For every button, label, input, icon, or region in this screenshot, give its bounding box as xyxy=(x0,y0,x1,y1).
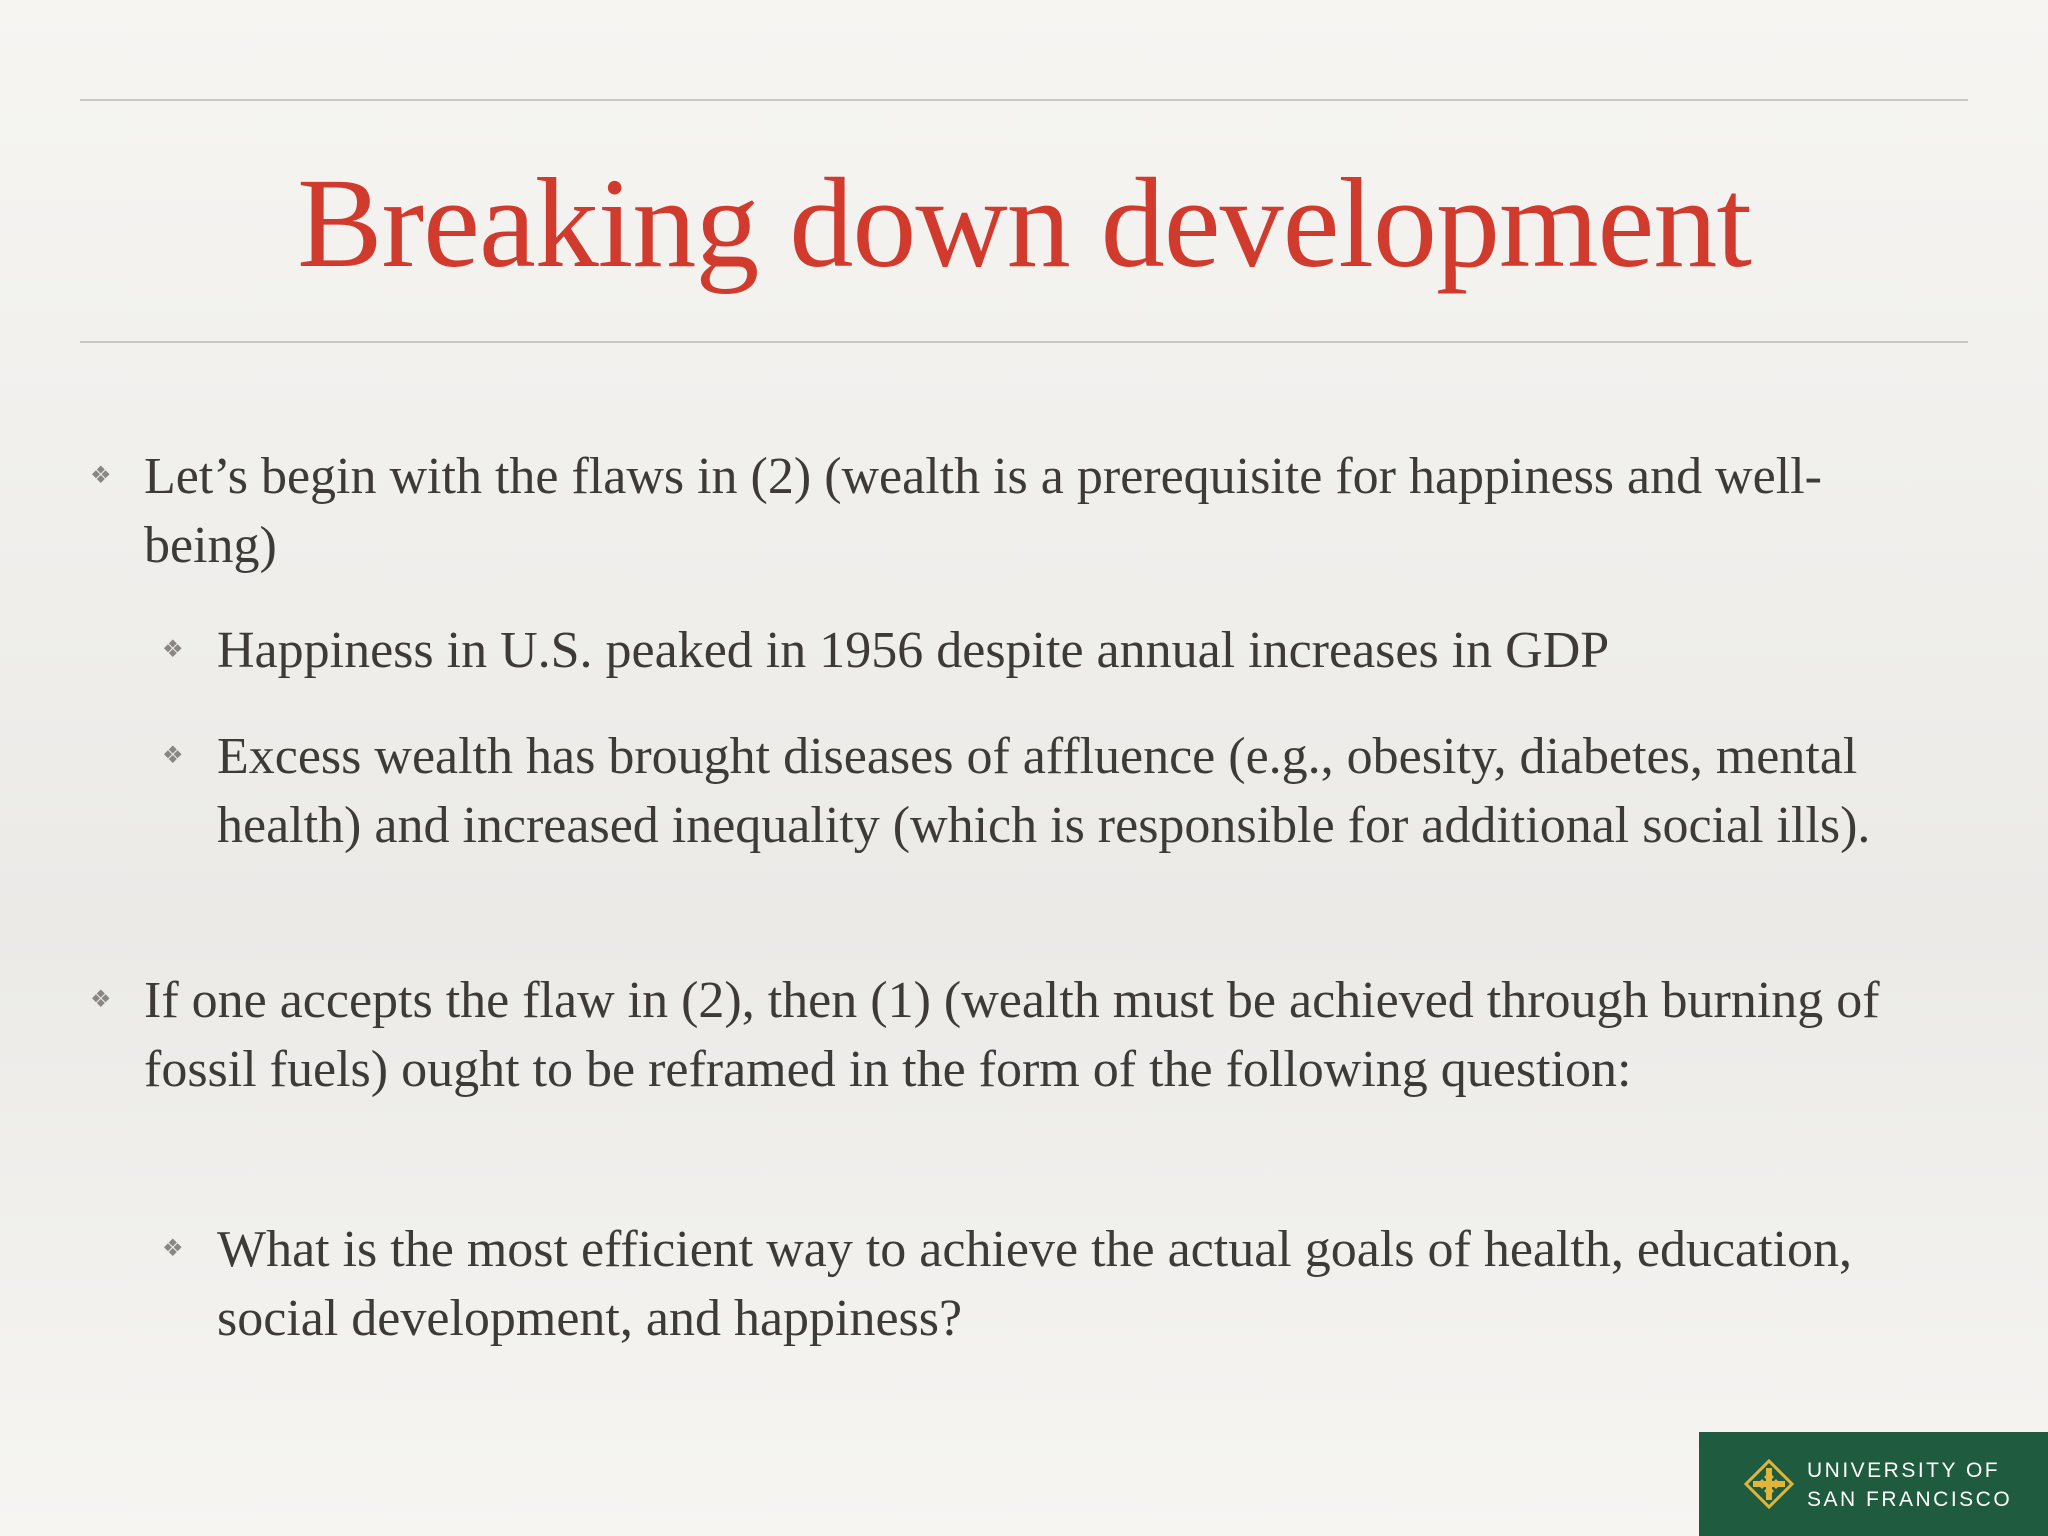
bullet-text: Excess wealth has brought diseases of affluence (e.g., obesity, diabetes, mental health) and increased inequality (which is responsible for additional social ills). xyxy=(217,728,1871,854)
bullet-diamond-icon: ❖ xyxy=(162,637,184,663)
bullet-text: Happiness in U.S. peaked in 1956 despite annual increases in GDP xyxy=(217,622,1610,679)
bullet-diamond-icon: ❖ xyxy=(90,463,112,489)
bullet-text: Let’s begin with the flaws in (2) (wealth is a prerequisite for happiness and well-being) xyxy=(144,448,1822,574)
logo-line-2: SAN FRANCISCO xyxy=(1807,1488,2013,1511)
bullet-diamond-icon: ❖ xyxy=(90,987,112,1013)
bullet-item xyxy=(90,966,1944,1104)
sub-bullet-item xyxy=(162,616,1917,685)
bullet-diamond-icon: ❖ xyxy=(162,1236,184,1262)
top-divider xyxy=(80,99,1968,101)
logo-line-1: UNIVERSITY OF xyxy=(1807,1459,2001,1482)
bullet-item xyxy=(90,442,1944,580)
university-logo xyxy=(1699,1432,2048,1536)
sub-bullet-item xyxy=(162,722,1917,860)
sub-bullet-item xyxy=(162,1215,1917,1353)
bullet-diamond-icon: ❖ xyxy=(162,743,184,769)
slide-title: Breaking down development xyxy=(297,152,1751,294)
bullet-text: What is the most efficient way to achieve the actual goals of health, education, social development, and happiness? xyxy=(217,1221,1853,1347)
title-divider xyxy=(80,341,1968,343)
bullet-text: If one accepts the flaw in (2), then (1) (wealth must be achieved through burning of fossil fuels) ought to be reframed in the form of the following question: xyxy=(144,972,1880,1098)
logo-wordmark xyxy=(1807,1456,2012,1514)
usf-cross-icon xyxy=(1743,1458,1795,1510)
